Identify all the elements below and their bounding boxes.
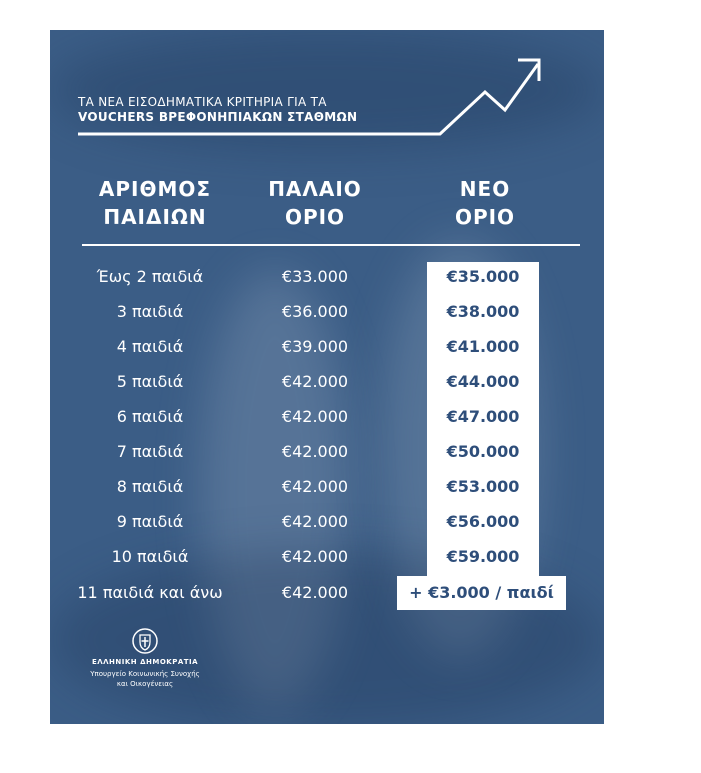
old-limit-cell: €42.000 [281, 583, 349, 602]
new-limit-cell: €38.000 [446, 302, 520, 321]
column-header-old-line-2: ΟΡΙΟ [284, 205, 346, 229]
table-row [50, 434, 604, 469]
new-limit-cell: €53.000 [446, 477, 520, 496]
header-line-2: VOUCHERS ΒΡΕΦΟΝΗΠΙΑΚΩΝ ΣΤΑΘΜΩΝ [78, 110, 358, 124]
table-row [50, 539, 604, 574]
infographic-poster [50, 30, 604, 724]
children-count-cell: 4 παιδιά [116, 337, 184, 356]
children-count-cell: 3 παιδιά [116, 302, 184, 321]
table-row [50, 575, 604, 610]
new-limit-cell: €47.000 [446, 407, 520, 426]
header-divider [82, 244, 580, 246]
table-row [50, 504, 604, 539]
table-row [50, 329, 604, 364]
ministry-name-line-2: και Οικογένειας [116, 680, 174, 688]
column-header-new-limit [425, 175, 545, 231]
old-limit-cell: €42.000 [281, 512, 349, 531]
header-line-1: ΤΑ ΝΕΑ ΕΙΣΟΔΗΜΑΤΙΚΑ ΚΡΙΤΗΡΙΑ ΓΙΑ ΤΑ [78, 95, 327, 109]
column-header-old-limit [250, 175, 380, 231]
old-limit-cell: €42.000 [281, 547, 349, 566]
greek-coat-of-arms-icon [132, 628, 158, 654]
column-header-old-line-1: ΠΑΛΑΙΟ [268, 177, 362, 201]
old-limit-cell: €42.000 [281, 407, 349, 426]
children-count-cell: Έως 2 παιδιά [96, 267, 204, 286]
new-limit-cell: €41.000 [446, 337, 520, 356]
table-row [50, 294, 604, 329]
column-header-new-line-1: ΝΕΟ [459, 177, 511, 201]
children-count-cell: 7 παιδιά [116, 442, 184, 461]
government-name: ΕΛΛΗΝΙΚΗ ΔΗΜΟΚΡΑΤΙΑ [91, 658, 199, 666]
table-row [50, 364, 604, 399]
children-count-cell: 6 παιδιά [116, 407, 184, 426]
column-header-children-line-2: ΠΑΙΔΙΩΝ [103, 205, 207, 229]
children-count-cell: 11 παιδιά και άνω [77, 583, 223, 602]
old-limit-cell: €39.000 [281, 337, 349, 356]
new-limit-cell: €50.000 [446, 442, 520, 461]
column-header-children [80, 175, 230, 231]
new-limit-cell: €59.000 [446, 547, 520, 566]
ministry-name-line-1: Υπουργείο Κοινωνικής Συνοχής [90, 670, 200, 678]
old-limit-cell: €42.000 [281, 372, 349, 391]
old-limit-cell: €42.000 [281, 477, 349, 496]
new-limit-cell: €56.000 [446, 512, 520, 531]
old-limit-cell: €33.000 [281, 267, 349, 286]
new-limit-cell: €44.000 [446, 372, 520, 391]
new-limit-cell: + €3.000 / παιδί [409, 583, 554, 602]
table-row [50, 469, 604, 504]
ministry-logo [80, 628, 210, 689]
column-header-children-line-1: ΑΡΙΘΜΟΣ [98, 177, 212, 201]
children-count-cell: 10 παιδιά [111, 547, 189, 566]
new-limit-cell: €35.000 [446, 267, 520, 286]
column-header-new-line-2: ΟΡΙΟ [454, 205, 516, 229]
children-count-cell: 9 παιδιά [116, 512, 184, 531]
table-row [50, 259, 604, 294]
children-count-cell: 8 παιδιά [116, 477, 184, 496]
old-limit-cell: €36.000 [281, 302, 349, 321]
table-row [50, 399, 604, 434]
old-limit-cell: €42.000 [281, 442, 349, 461]
children-count-cell: 5 παιδιά [116, 372, 184, 391]
trend-up-arrow-icon [50, 30, 604, 150]
